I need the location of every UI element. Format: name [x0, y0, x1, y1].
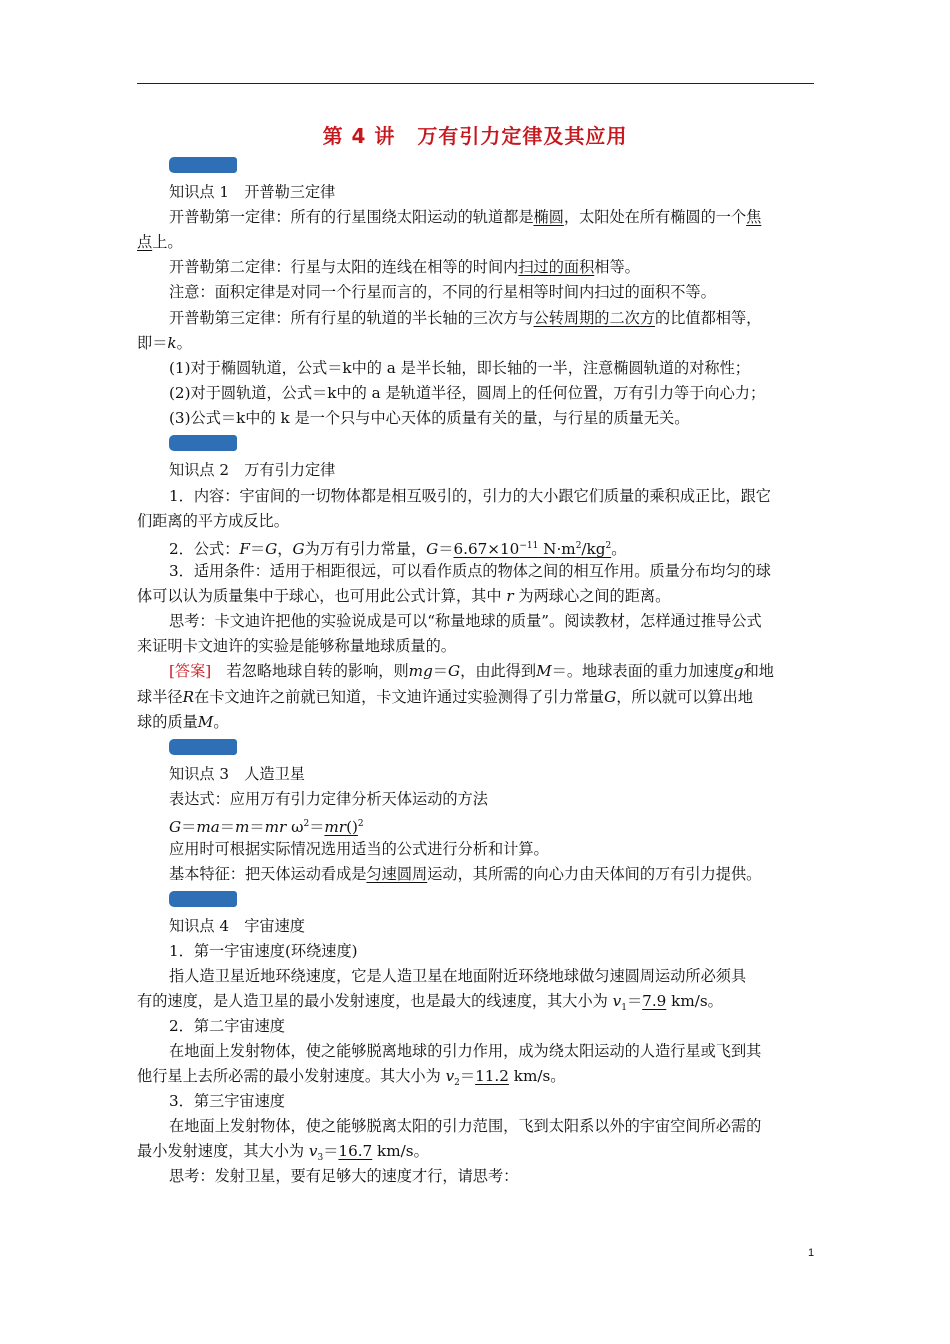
kp4-second-1: 在地面上发射物体，使之能够脱离地球的引力作用，成为绕太阳运动的人造行星或飞到其 — [169, 1042, 762, 1060]
kp1-heading: 知识点 1 开普勒三定律 — [169, 183, 336, 201]
page-number: 1 — [808, 1247, 815, 1259]
kp4-first-1: 指人造卫星近地环绕速度，它是人造卫星在地面附近环绕地球做匀速圆周运动所必须具 — [169, 967, 747, 985]
page-title: 第 4 讲 万有引力定律及其应用 — [322, 124, 628, 148]
kp4-third-2: 最小发射速度，其大小为 $v_3=16.7$ km/s。 — [137, 1142, 429, 1164]
kp2-answer-2: 球半径R在卡文迪许之前就已知道，卡文迪许通过实验测得了引力常量G，所以就可以算出地 — [137, 688, 753, 706]
kp1-law1: 开普勒第一定律：所有的行星围绕太阳运动的轨道都是椭圆，太阳处在所有椭圆的一个焦 — [169, 208, 762, 226]
section-bar-4 — [169, 891, 237, 907]
kp2-content-1: 1．内容：宇宙间的一切物体都是相互吸引的，引力的大小跟它们质量的乘积成正比，跟它 — [169, 487, 771, 505]
kp2-condition-2: 体可以认为质量集中于球心，也可用此公式计算，其中 r 为两球心之间的距离。 — [137, 587, 671, 605]
kp2-heading: 知识点 2 万有引力定律 — [169, 461, 336, 479]
kp3-heading: 知识点 3 人造卫星 — [169, 765, 305, 783]
top-rule — [137, 83, 814, 84]
kp1-law2: 开普勒第二定律：行星与太阳的连线在相等的时间内扫过的面积相等。 — [169, 258, 640, 276]
kp1-note: 注意：面积定律是对同一个行星而言的，不同的行星相等时间内扫过的面积不等。 — [169, 283, 716, 301]
kp1-law1-cont: 点上。 — [137, 233, 183, 251]
kp4-second-2: 他行星上去所必需的最小发射速度。其大小为 $v_2=11.2$ km/s。 — [137, 1067, 566, 1089]
section-bar-1 — [169, 157, 237, 173]
kp4-heading: 知识点 4 宇宙速度 — [169, 917, 305, 935]
kp4-think: 思考：发射卫星，要有足够大的速度才行，请思考： — [169, 1167, 519, 1185]
kp2-formula: 2．公式：F＝G，G为万有引力常量，$G=6.67\times 10^{-11}$ $N\cdot m^2/kg^2$。 — [169, 540, 627, 559]
answer-tag: [答案] — [169, 662, 212, 680]
kp3-apply: 应用时可根据实际情况选用适当的公式进行分析和计算。 — [169, 840, 549, 858]
kp2-think-2: 来证明卡文迪许的实验是能够称量地球质量的。 — [137, 637, 456, 655]
kp1-item2: (2)对于圆轨道，公式＝k中的 a 是轨道半径，圆周上的任何位置，万有引力等于向心力； — [169, 384, 766, 402]
kp4-first-2: 有的速度，是人造卫星的最小发射速度，也是最大的线速度，其大小为 $v_1=7.9$ km/s。 — [137, 992, 723, 1014]
kp3-formula: G＝ma＝m＝mr $\omega^2=mr()^2$ — [169, 818, 364, 837]
kp4-third-1: 在地面上发射物体，使之能够脱离太阳的引力范围，飞到太阳系以外的宇宙空间所必需的 — [169, 1117, 762, 1135]
kp1-law3-cont: 即＝k。 — [137, 334, 192, 352]
kp1-item1: (1)对于椭圆轨道，公式＝k中的 a 是半长轴，即长轴的一半，注意椭圆轨道的对称性； — [169, 359, 750, 377]
kp3-basic: 基本特征：把天体运动看成是匀速圆周运动，其所需的向心力由天体间的万有引力提供。 — [169, 865, 762, 883]
kp4-second-heading: 2．第二宇宙速度 — [169, 1017, 285, 1035]
kp2-answer-3: 球的质量M。 — [137, 713, 229, 731]
kp2-think-1: 思考：卡文迪许把他的实验说成是可以“称量地球的质量”。阅读教材，怎样通过推导公式 — [169, 612, 762, 630]
kp2-answer-1: [答案] 若忽略地球自转的影响，则mg＝G，由此得到M＝。地球表面的重力加速度g和地 — [169, 662, 774, 680]
kp4-third-heading: 3．第三宇宙速度 — [169, 1092, 285, 1110]
kp2-content-2: 们距离的平方成反比。 — [137, 512, 289, 530]
section-bar-2 — [169, 435, 237, 451]
kp3-expression: 表达式：应用万有引力定律分析天体运动的方法 — [169, 790, 488, 808]
kp1-item3: (3)公式＝k中的 k 是一个只与中心天体的质量有关的量，与行星的质量无关。 — [169, 409, 690, 427]
kp4-first-heading: 1．第一宇宙速度(环绕速度) — [169, 942, 358, 960]
kp1-law3: 开普勒第三定律：所有行星的轨道的半长轴的三次方与公转周期的二次方的比值都相等， — [169, 309, 762, 327]
kp2-condition-1: 3．适用条件：适用于相距很远，可以看作质点的物体之间的相互作用。质量分布均匀的球 — [169, 562, 771, 580]
section-bar-3 — [169, 739, 237, 755]
